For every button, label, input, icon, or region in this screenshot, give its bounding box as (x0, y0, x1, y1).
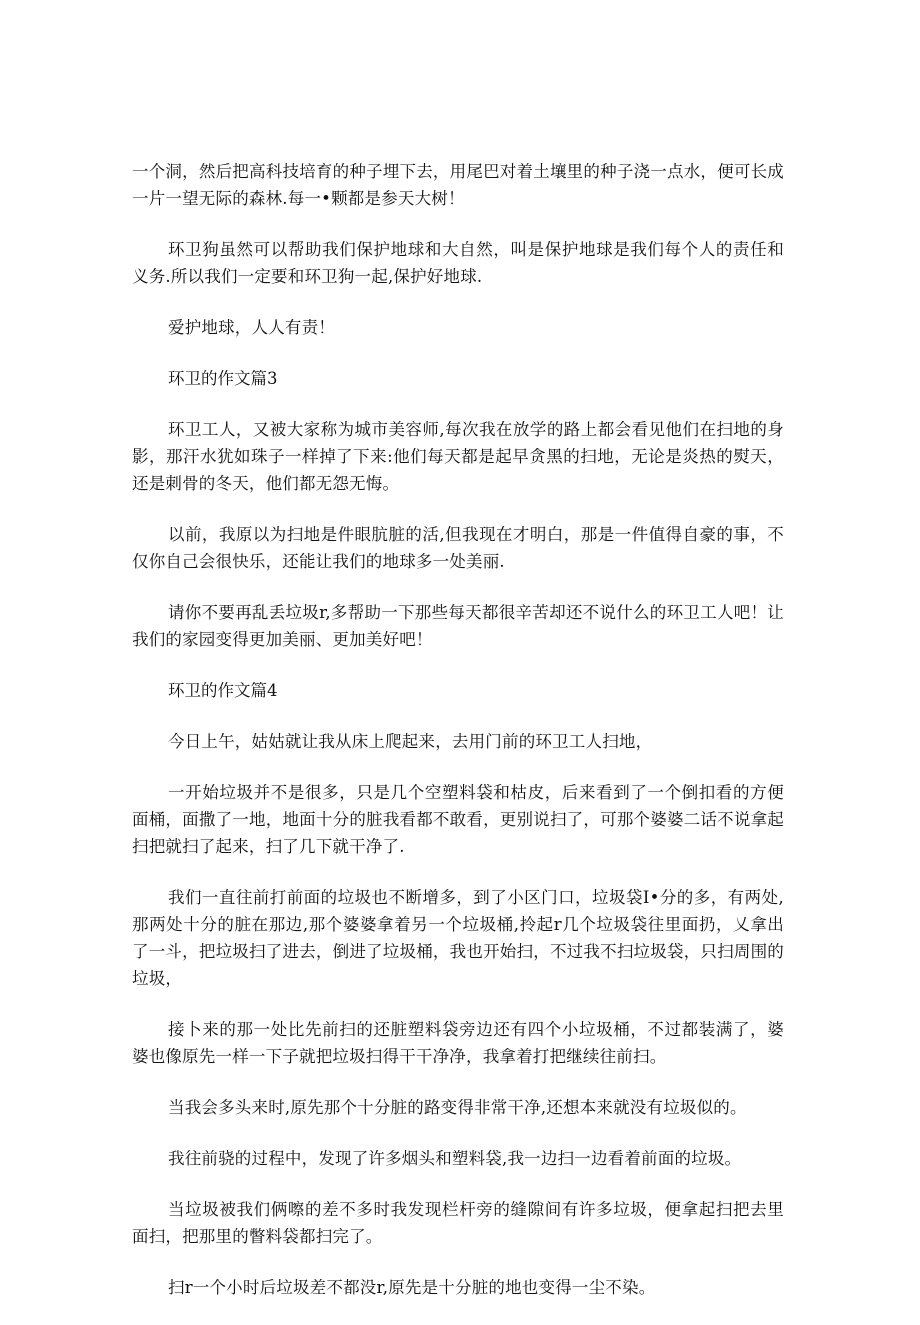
section-heading-3: 环卫的作文篇3 (168, 369, 278, 388)
paragraph-9: 我们一直往前打前面的垃圾也不断增多，到了小区门口，垃圾袋I•分的多，有两处,那两处十分的脏在那边,那个婆婆拿着另一个垃圾桶,拎起r几个垃圾袋往里面扔，乂拿出了一斗，把垃圾扫了进去，倒进了垃圾桶，我也开始扫，不过我不扫垃圾袋，只扫周围的垃圾， (132, 888, 784, 988)
document-body (132, 158, 784, 1325)
paragraph-5: 以前，我原以为扫地是件眼肮脏的活,但我现在才明白，那是一件值得自豪的事，不仅你自己会很快乐，还能让我们的地球多一处美丽. (132, 525, 784, 571)
paragraph-14: 扫r一个小时后垃圾差不都没r,原先是十分脏的地也变得一尘不染。 (168, 1278, 656, 1297)
paragraph-6: 请你不要再乱丢垃圾r,多帮助一下那些每天都很辛苦却还不说什么的环卫工人吧！让我们的家园变得更加美丽、更加美好吧！ (132, 603, 784, 649)
paragraph-2: 环卫狗虽然可以帮助我们保护地球和大自然，叫是保护地球是我们每个人的责任和义务.所以我们一定要和环卫狗一起,保护好地球. (132, 240, 784, 286)
paragraph-13: 当垃圾被我们俩嚓的差不多时我发现栏杆旁的缝隙间有许多垃圾，便拿起扫把去里面扫，把那里的瞥料袋都扫完了。 (132, 1200, 784, 1246)
paragraph-7: 今日上午，姑姑就让我从床上爬起来，去用门前的环卫工人扫地， (168, 732, 653, 751)
paragraph-8: 一开始垃圾并不是很多，只是几个空塑料袋和枯皮，后来看到了一个倒扣看的方便面桶，面撒了一地，地面十分的脏我看都不敢看，更别说扫了，可那个婆婆二话不说拿起扫把就扫了起来，扫了几下就干净了. (132, 783, 784, 856)
paragraph-3: 爱护地球，人人有责！ (168, 318, 335, 337)
paragraph-11: 当我会多头来时,原先那个十分脏的路变得非常干净,还想本来就没有垃圾似的。 (168, 1098, 747, 1117)
paragraph-1: 一个洞，然后把高科技培育的种子埋下去，用尾巴对着土壤里的种子浇一点水，便可长成一片一望无际的森林.每一•颗都是参天大树！ (132, 162, 784, 208)
paragraph-4: 环卫工人，又被大家称为城市美容师,每次我在放学的路上都会看见他们在扫地的身影，那汗水犹如珠子一样掉了下来:他们每天都是起早贪黑的扫地，无论是炎热的熨天，还是刺骨的冬天，他们都无怨无悔。 (132, 420, 784, 493)
paragraph-12: 我往前骁的过程中，发现了许多烟头和塑料袋,我一边扫一边看着前面的垃圾。 (168, 1149, 742, 1168)
section-heading-4: 环卫的作文篇4 (168, 681, 278, 700)
paragraph-10: 接卜来的那一处比先前扫的还脏塑料袋旁边还有四个小垃圾桶，不过都装满了，婆婆也像原先一样一下子就把垃圾扫得干干净净，我拿着打把继续往前扫。 (132, 1020, 784, 1066)
